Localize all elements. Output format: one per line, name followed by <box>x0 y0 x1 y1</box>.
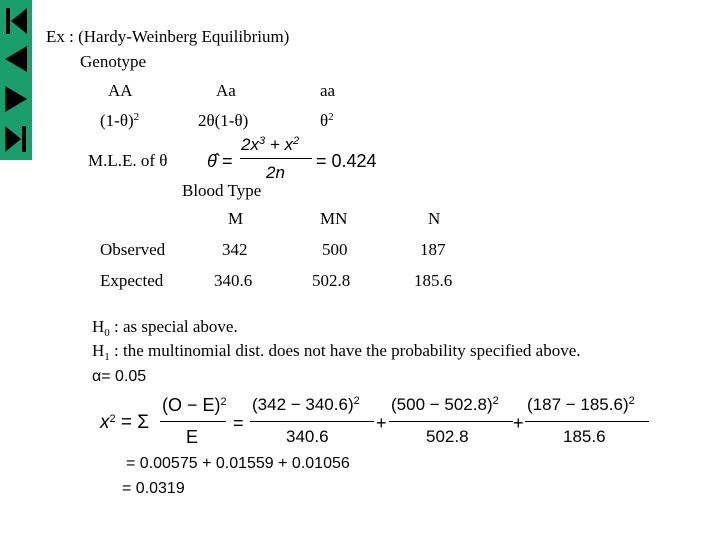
expected-m: 340.6 <box>214 271 253 290</box>
chi-term1-fraction-bar <box>250 421 374 422</box>
chi-general-numerator: $(O - E)^2$ <box>162 395 227 415</box>
chi-term2-numerator: $(500 - 502.8)^2$ <box>391 395 499 414</box>
chi-square-lhs: $x^2 = \Sigma$ <box>100 412 150 433</box>
blood-type-m: M <box>228 209 244 228</box>
mle-label: M.L.E. of θ <box>88 151 168 170</box>
first-slide-icon <box>3 4 29 38</box>
exponent: 2 <box>133 111 140 123</box>
next-slide-button[interactable] <box>3 82 29 116</box>
slide-title: Ex : (Hardy-Weinberg Equilibrium) <box>46 27 290 46</box>
plus-sign-1: + <box>376 413 387 433</box>
h1-subscript: 1 <box>104 351 110 363</box>
genotype-prob-aa-recessive <box>320 112 334 129</box>
null-hypothesis <box>92 317 238 339</box>
chi-term3-denominator: 185.6 <box>563 427 606 446</box>
h0-subscript: 0 <box>104 327 110 339</box>
chi-term2-fraction-bar <box>389 421 513 422</box>
mle-denominator: 2n <box>266 163 285 182</box>
blood-type-heading: Blood Type <box>182 181 262 200</box>
observed-n: 187 <box>420 240 446 259</box>
exponent: 2 <box>220 396 227 408</box>
chi-term3-numerator: $(187 - 185.6)^2$ <box>527 395 635 414</box>
significance-level: α= 0.05 <box>92 368 147 385</box>
prob-text: $(1-\theta)^2$ <box>100 111 140 130</box>
row-label-observed: Observed <box>100 240 166 259</box>
last-slide-icon <box>3 122 29 156</box>
plus-sign-2: + <box>513 413 524 433</box>
h1-text: : the multinomial dist. does not have the probability specified above. <box>114 341 581 360</box>
chi-term3-fraction-bar <box>525 421 649 422</box>
exponent: 2 <box>628 395 635 407</box>
mle-lhs: θ̂ = <box>207 151 233 171</box>
h1-symbol: H <box>92 341 105 360</box>
chi-term1-denominator: 340.6 <box>286 427 329 446</box>
blood-type-mn: MN <box>320 209 348 228</box>
exponent: 2 <box>328 111 334 123</box>
observed-m: 342 <box>222 240 248 259</box>
genotype-aa-homozygous-recessive: aa <box>320 81 336 100</box>
row-label-expected: Expected <box>100 271 164 290</box>
genotype-aa-heterozygous: Aa <box>216 81 236 100</box>
mle-numerator: $2x^3 + x^2$ <box>241 135 300 154</box>
genotype-prob-aa-dominant <box>100 112 139 129</box>
last-slide-button[interactable] <box>3 122 29 156</box>
chi-result-line: = 0.0319 <box>122 480 185 497</box>
h0-text: : as special above. <box>114 317 238 336</box>
genotype-heading: Genotype <box>80 52 147 71</box>
slide-nav-bar <box>0 0 32 160</box>
mle-fraction-bar <box>240 158 312 159</box>
exponent: 2 <box>492 395 499 407</box>
next-slide-icon <box>3 82 29 116</box>
chi-general-denominator: E <box>186 427 199 447</box>
mle-result: = 0.424 <box>316 151 377 171</box>
chi-term2-denominator: 502.8 <box>426 427 469 446</box>
h0-symbol: H <box>92 317 105 336</box>
blood-type-n: N <box>428 209 441 228</box>
previous-slide-icon <box>3 42 29 76</box>
genotype-aa-homozygous-dominant: AA <box>108 81 133 100</box>
prob-text: $\theta^2$ <box>320 111 334 130</box>
genotype-prob-aa-hetero: 2θ(1-θ) <box>198 111 249 130</box>
previous-slide-button[interactable] <box>3 42 29 76</box>
equals-sign: = <box>233 413 244 433</box>
expected-mn: 502.8 <box>312 271 351 290</box>
expected-n: 185.6 <box>414 271 453 290</box>
chi-term1-numerator: $(342 - 340.6)^2$ <box>252 395 360 414</box>
observed-mn: 500 <box>322 240 348 259</box>
exponent: 2 <box>353 395 360 407</box>
chi-general-fraction-bar <box>160 421 226 422</box>
first-slide-button[interactable] <box>3 4 29 38</box>
alternative-hypothesis <box>92 341 581 363</box>
chi-sum-line: = 0.00575 + 0.01559 + 0.01056 <box>126 455 350 472</box>
